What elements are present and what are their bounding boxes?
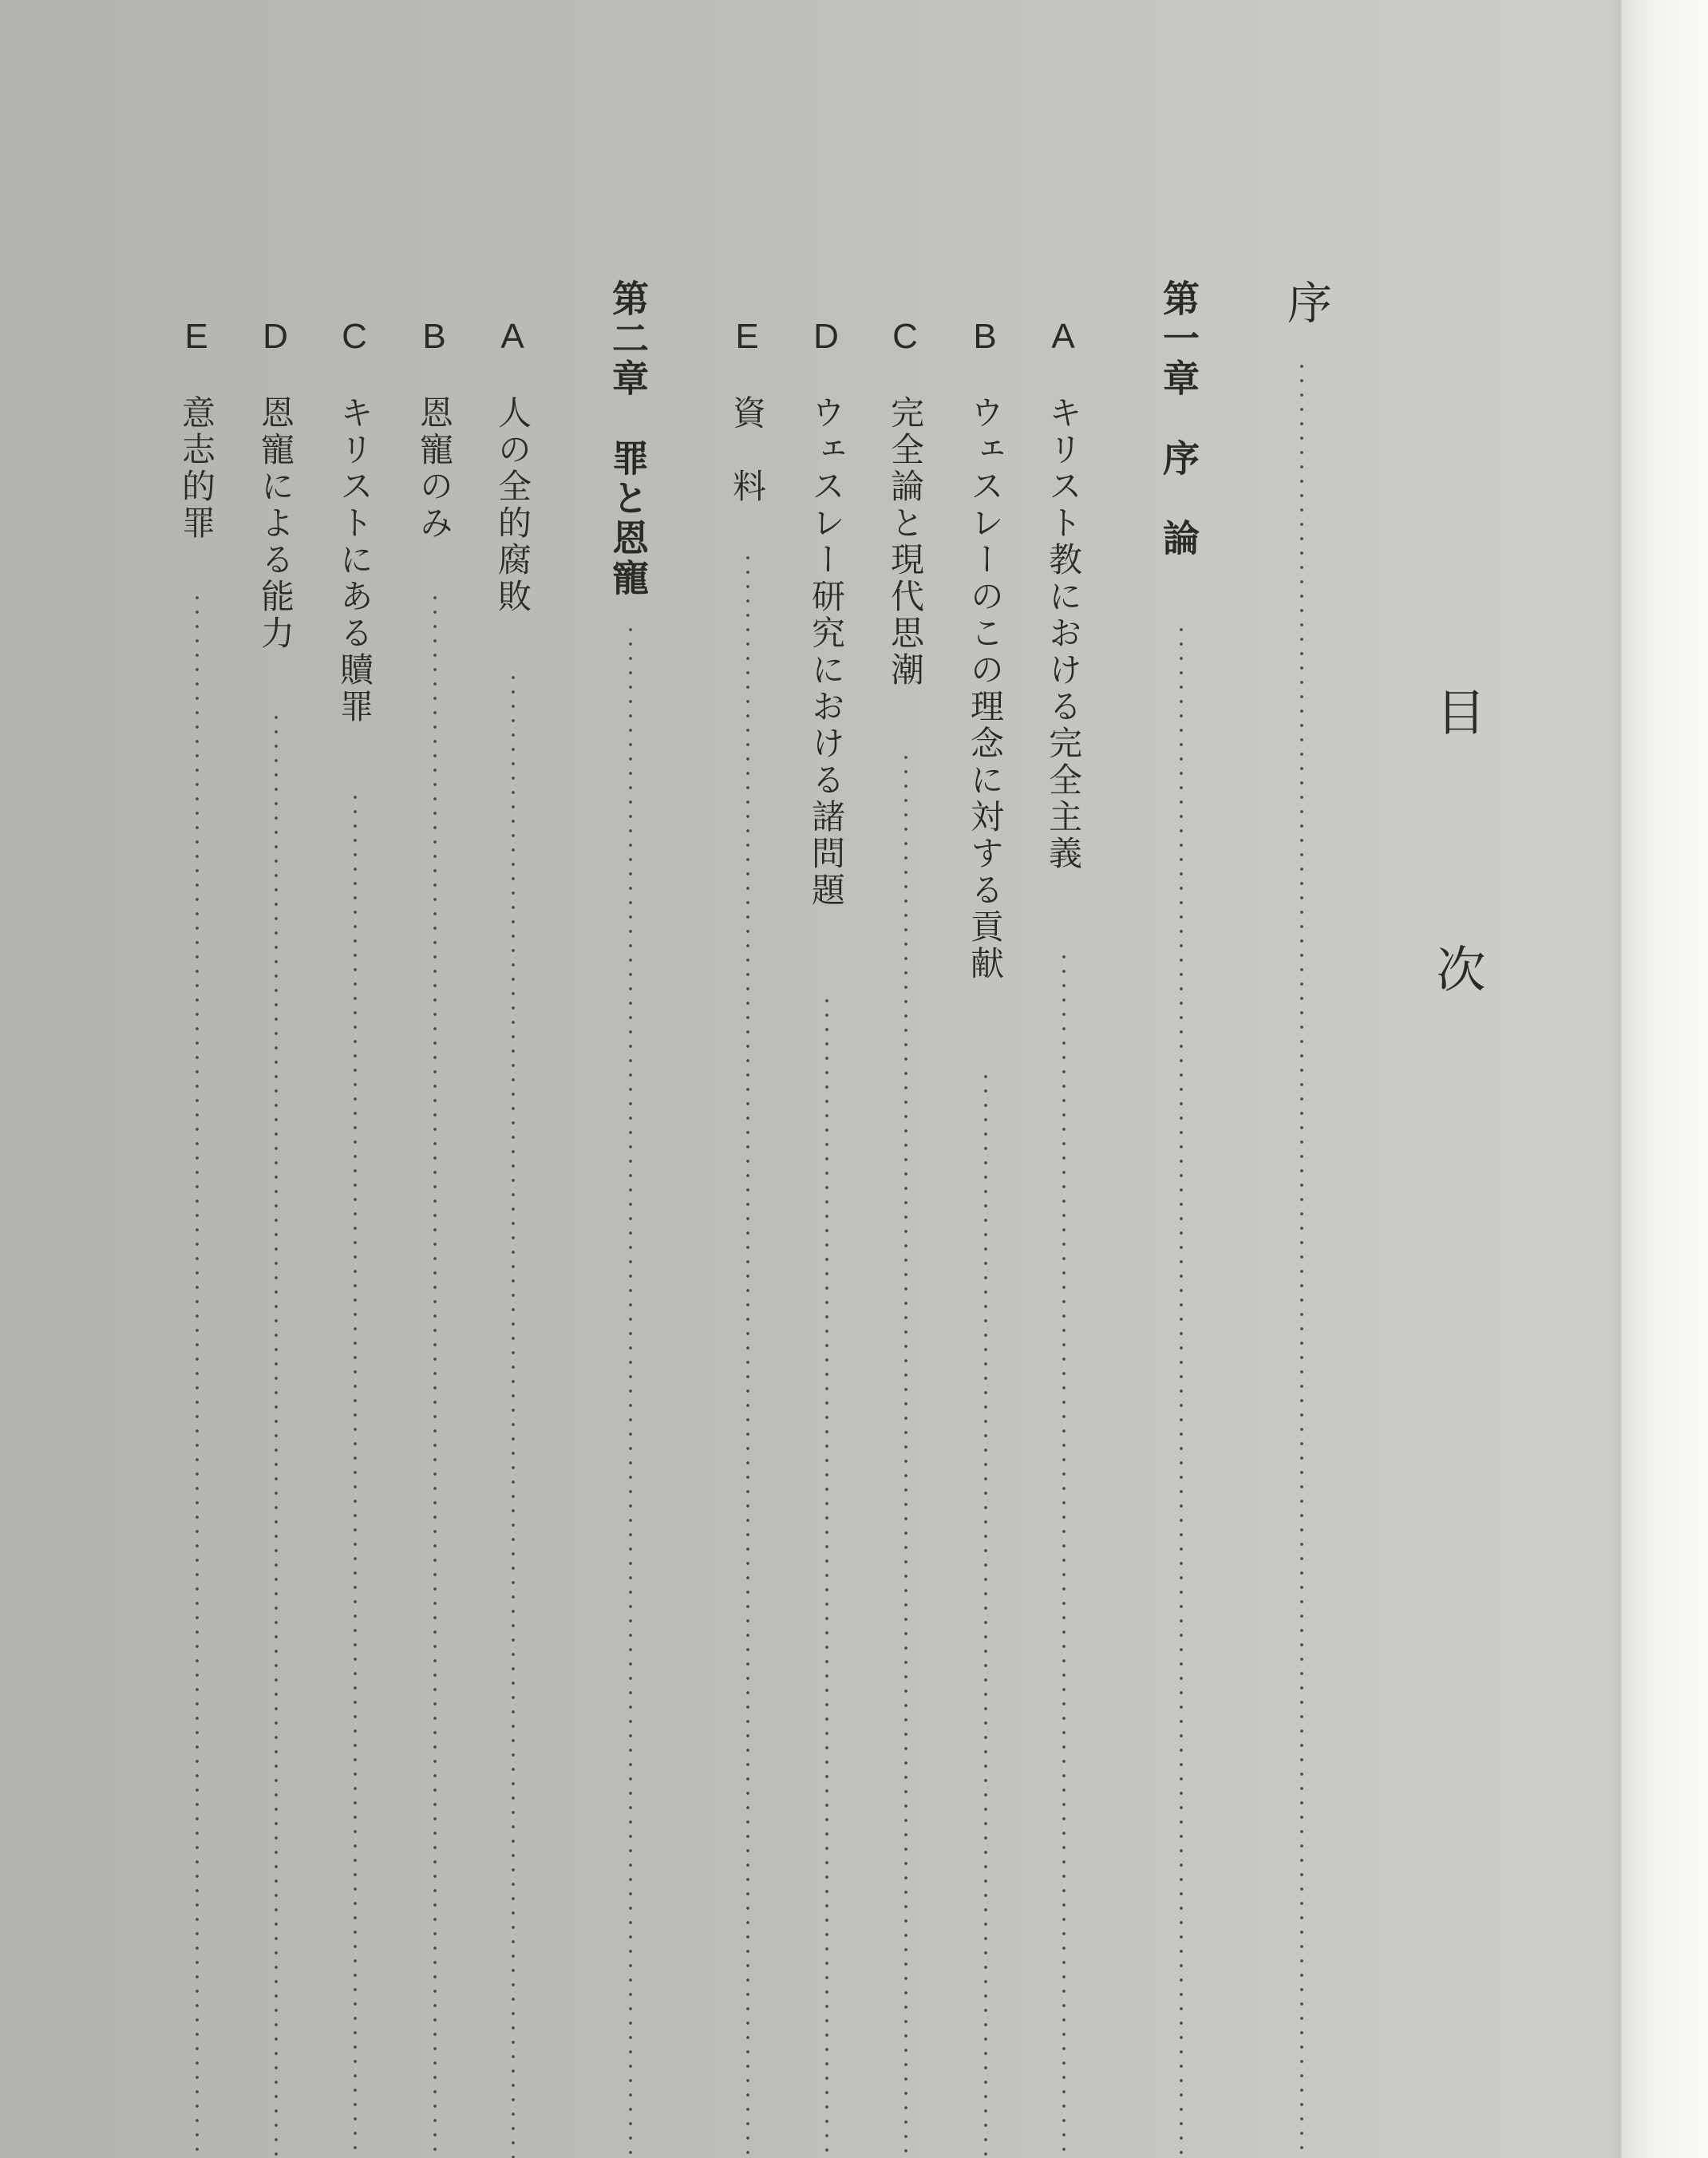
toc-entry-2b [409,279,460,2158]
dot-leader [745,551,750,2158]
dot-leader [983,1069,988,2158]
entry-label: 序 [1280,279,1332,327]
entry-label: キリスト教における完全主義 [1044,395,1083,872]
toc-entry-2d [250,279,301,2158]
section-marker: E [184,317,208,356]
toc-entry-2e [171,279,222,2158]
toc-entry-1c [880,279,931,2158]
toc-entry-1a [1038,279,1089,2158]
toc-entry-chapter-1 [1155,279,1206,2158]
entry-label: ウェスレーのこの理念に対する貢献 [966,395,1005,982]
toc-entry-1b [959,279,1010,2158]
section-marker: C [342,317,367,356]
entry-label: 第二章 罪と恩寵 [607,279,650,599]
dot-leader [1179,622,1184,2158]
dot-leader [274,710,279,2158]
entry-label: 意志的罪 [177,395,216,542]
entry-label: 恩寵による能力 [256,395,295,652]
toc-entry-2a [487,279,538,2158]
entry-label: キリストにある贖罪 [335,395,374,725]
entry-label: 第一章 序 論 [1157,279,1200,559]
dot-leader [433,591,437,2158]
next-page-edge [1620,0,1708,2158]
entry-label: 資 料 [728,395,767,505]
dot-leader [628,622,633,2158]
dot-leader [353,790,358,2158]
dot-leader [824,994,829,2158]
toc-entry-2c [329,279,380,2158]
section-marker: C [892,317,918,356]
toc-entry-preface [1275,279,1332,2158]
section-marker: B [422,317,446,356]
entry-label: 人の全的腐敗 [493,395,532,615]
page-shadow [1611,0,1622,2158]
section-marker: A [1051,317,1075,356]
section-marker: E [735,317,759,356]
dot-leader [1062,950,1066,2158]
entry-label: 完全論と現代思潮 [886,395,925,689]
toc-entry-1e [722,279,773,2158]
section-marker: B [973,317,997,356]
dot-leader [195,591,200,2158]
entry-label: ウェスレー研究における諸問題 [807,395,846,909]
dot-leader [511,670,516,2158]
toc-entry-chapter-2 [604,279,655,2158]
section-marker: D [263,317,288,356]
dot-leader [1299,359,1304,2158]
page-title: 目次 [1428,686,1486,1200]
section-marker: D [813,317,839,356]
dot-leader [903,750,908,2158]
toc-entry-1d [801,279,852,2158]
entry-label: 恩寵のみ [415,395,454,542]
section-marker: A [500,317,524,356]
